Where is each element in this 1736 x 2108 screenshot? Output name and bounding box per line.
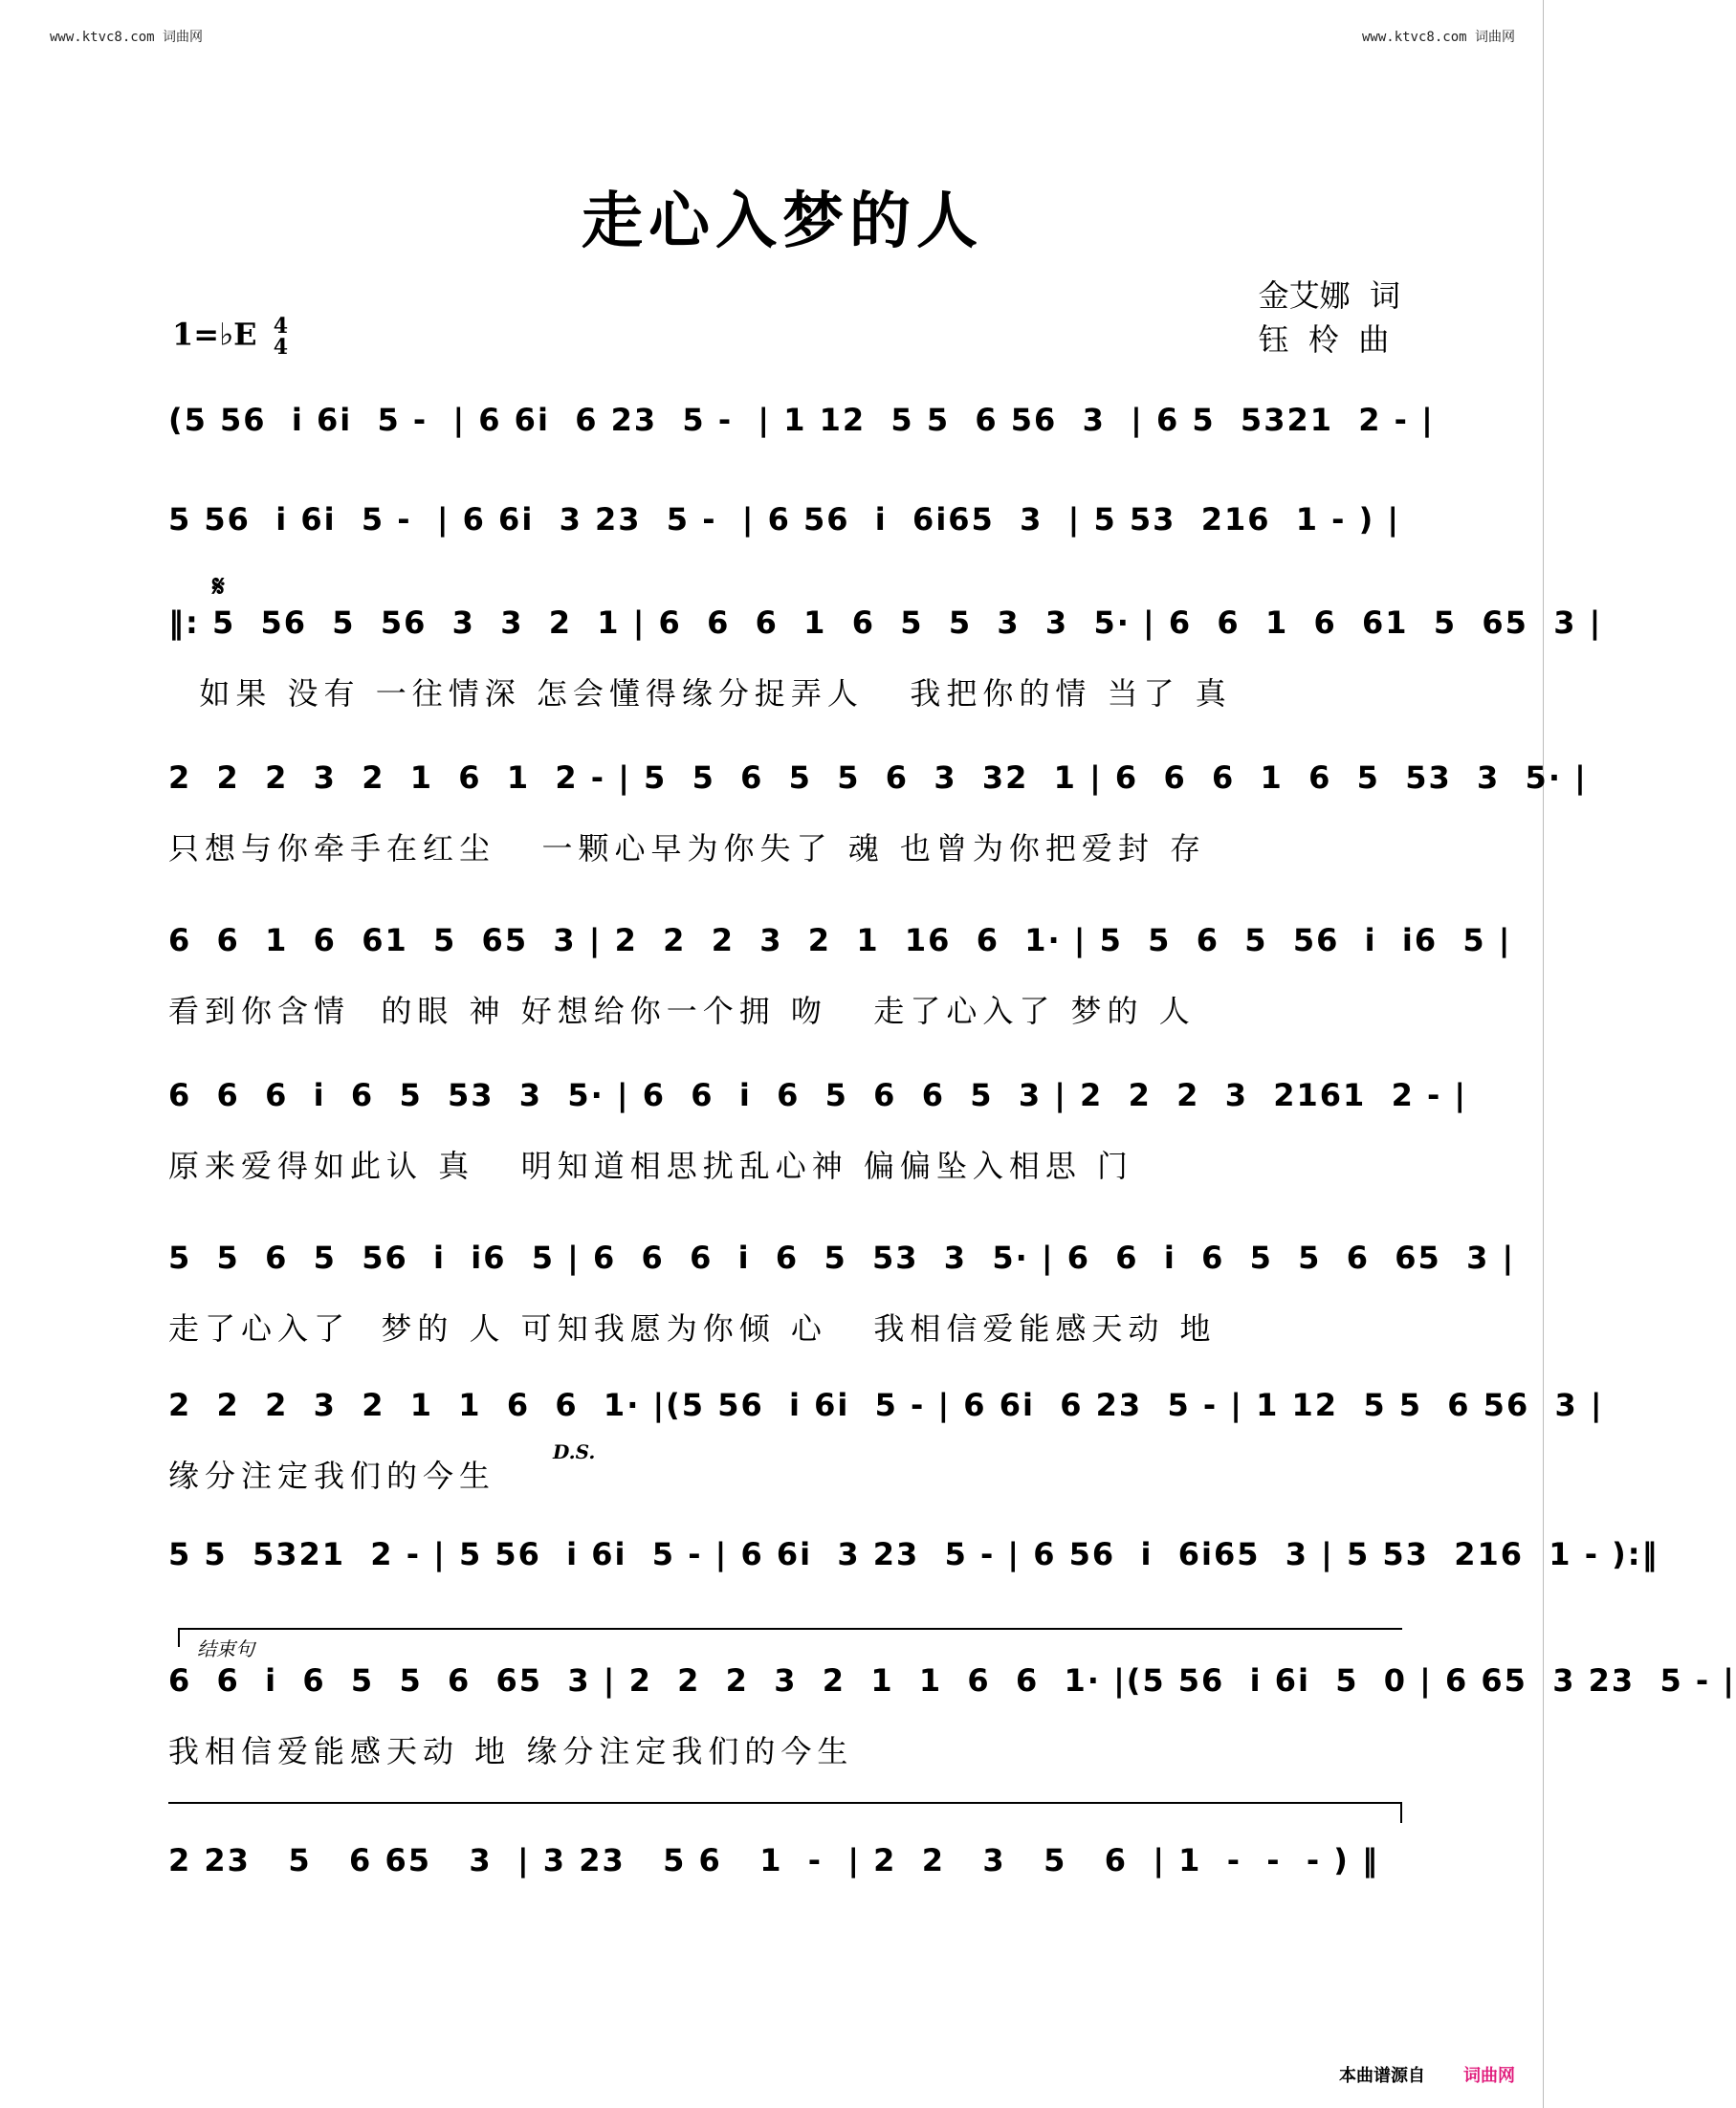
notes: 6 6 i 6 5 5 6 65 3 | 2 2 2 3 2 1 1 6 6 1· |(5 56 i 6i 5 0 | 6 65 3 23 5 - | xyxy=(168,1662,1736,1699)
notes: 5 5 6 5 56 i i6 5 | 6 6 6 i 6 5 53 3 5· | 6 6 i 6 5 5 6 65 3 | xyxy=(168,1240,1516,1276)
ending-label: 结束句 xyxy=(197,1637,254,1660)
footer-source: 本曲谱源自 xyxy=(1339,2066,1425,2086)
notes: 2 2 2 3 2 1 1 6 6 1· |(5 56 i 6i 5 - | 6 6i 6 23 5 - | 1 12 5 5 6 56 3 | xyxy=(168,1387,1604,1423)
ending-bracket xyxy=(178,1628,1402,1647)
lyrics: 只想与你牵手在红尘 一颗心早为你失了 魂 也曾为你把爱封 存 xyxy=(168,830,1207,867)
coda-bracket xyxy=(168,1802,1402,1823)
credits xyxy=(1259,274,1400,362)
footer xyxy=(1339,2062,1515,2087)
header-watermark-right: www.ktvc8.com 词曲网 xyxy=(1361,30,1515,45)
lyrics: 缘分注定我们的今生 xyxy=(168,1458,496,1494)
score-line xyxy=(168,759,1588,868)
score-line xyxy=(168,501,1400,566)
score-line xyxy=(168,922,1512,1031)
notes: 6 6 6 i 6 5 53 3 5· | 6 6 i 6 5 6 6 5 3 | 2 2 2 3 2161 2 - | xyxy=(168,1077,1468,1113)
footer-brand-link[interactable]: 词曲网 xyxy=(1463,2066,1515,2086)
header-watermark-left: www.ktvc8.com 词曲网 xyxy=(50,30,204,45)
lyrics: 走了心入了 梦的 人 可知我愿为你倾 心 我相信爱能感天动 地 xyxy=(168,1310,1217,1347)
key-signature xyxy=(172,316,288,358)
notes: (5 56 i 6i 5 - | 6 6i 6 23 5 - | 1 12 5 5 6 56 3 | 6 5 5321 2 - | xyxy=(168,402,1435,438)
page-border-line xyxy=(1543,0,1544,2108)
score-line xyxy=(168,1240,1516,1349)
notes: ‖: 5 56 5 56 3 3 2 1 | 6 6 6 1 6 5 5 3 3 5· | 6 6 1 6 61 5 65 3 | xyxy=(168,604,1603,641)
notes: 2 23 5 6 65 3 | 3 23 5 6 1 - | 2 2 3 5 6 | 1 - - - ) ‖ xyxy=(168,1842,1380,1878)
lyrics: 如果 没有 一往情深 怎会懂得缘分捉弄人 我把你的情 当了 真 xyxy=(168,675,1232,712)
time-top: 4 xyxy=(273,314,289,339)
ds-marking: D.S. xyxy=(553,1440,596,1463)
notes: 2 2 2 3 2 1 6 1 2 - | 5 5 6 5 5 6 3 32 1 | 6 6 6 1 6 5 53 3 5· | xyxy=(168,759,1588,796)
composer-credit: 钰 柃 曲 xyxy=(1258,321,1390,358)
score-line xyxy=(168,1842,1400,1907)
notes: 5 56 i 6i 5 - | 6 6i 3 23 5 - | 6 56 i 6i65 3 | 5 53 216 1 - ) | xyxy=(168,501,1401,538)
time-bottom: 4 xyxy=(273,335,289,360)
song-title: 走心入梦的人 xyxy=(582,186,983,257)
notes: 5 5 5321 2 - | 5 56 i 6i 5 - | 6 6i 3 23 5 - | 6 56 i 6i65 3 | 5 53 216 1 - ):‖ xyxy=(168,1536,1659,1572)
notes: 6 6 1 6 61 5 65 3 | 2 2 2 3 2 1 16 6 1· | 5 5 6 5 56 i i6 5 | xyxy=(168,922,1512,958)
lyrics: 我相信爱能感天动 地 缘分注定我们的今生 xyxy=(168,1733,854,1769)
score-line xyxy=(168,1662,1736,1771)
lyrics: 看到你含情 的眼 神 好想给你一个拥 吻 走了心入了 梦的 人 xyxy=(168,993,1196,1029)
lyrics: 原来爱得如此认 真 明知道相思扰乱心神 偏偏坠入相思 门 xyxy=(168,1148,1134,1184)
key-label: 1=♭E xyxy=(172,316,257,353)
segno-sign: 𝄋 xyxy=(212,570,225,604)
lyricist-credit: 金艾娜 词 xyxy=(1258,277,1400,314)
time-signature xyxy=(274,316,288,358)
score-line xyxy=(168,1077,1468,1186)
score-line xyxy=(168,402,1435,467)
score-line xyxy=(168,604,1603,714)
score-line xyxy=(168,1536,1659,1601)
score-line xyxy=(168,1387,1604,1496)
